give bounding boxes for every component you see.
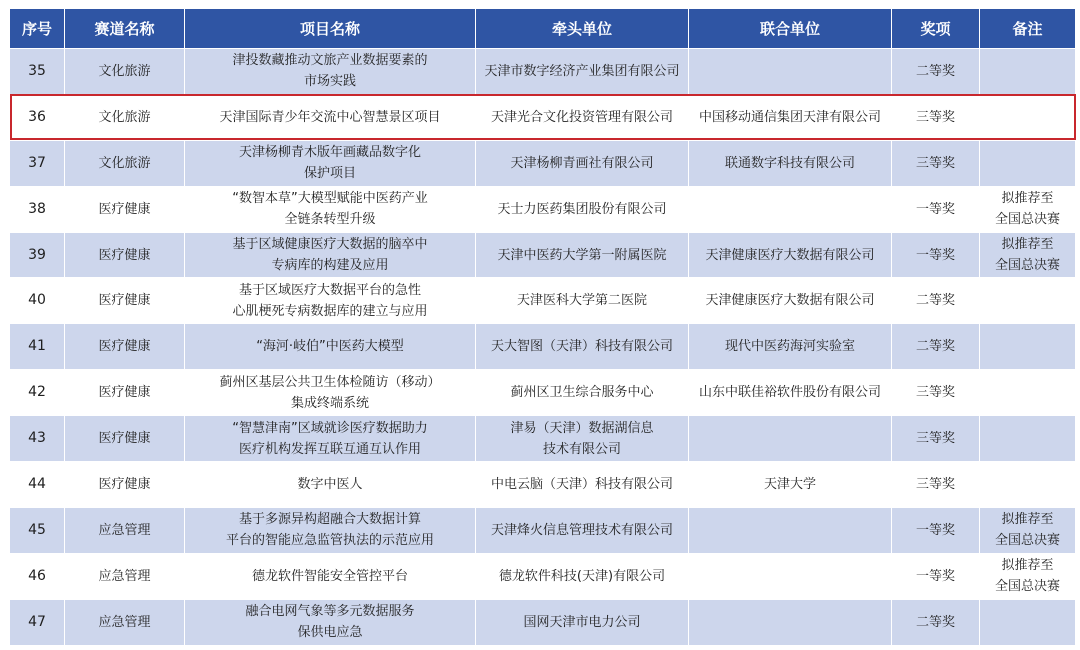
cell-lead — [476, 462, 689, 508]
cell-lead-line: 技术有限公司 — [542, 441, 621, 457]
cell-project-line: 心肌梗死专病数据库的建立与应用 — [232, 303, 428, 319]
cell-lead-line: 天津市数字经济产业集团有限公司 — [484, 63, 680, 79]
cell-note — [980, 94, 1076, 140]
cell-note — [980, 553, 1076, 599]
cell-seq: 43 — [10, 416, 65, 462]
table-row — [10, 324, 1076, 370]
cell-seq: 46 — [10, 553, 65, 599]
cell-project-line: “智慧津南”区域就诊医疗数据助力 — [232, 420, 428, 436]
cell-project — [185, 140, 476, 186]
cell-award: 二等奖 — [892, 49, 980, 95]
cell-award: 二等奖 — [892, 324, 980, 370]
table-row — [10, 49, 1076, 95]
cell-award: 一等奖 — [892, 507, 980, 553]
cell-partner — [689, 416, 892, 462]
table-row — [10, 94, 1076, 140]
cell-lead — [476, 599, 689, 645]
cell-award: 二等奖 — [892, 599, 980, 645]
cell-project-line: 数字中医人 — [297, 476, 363, 492]
cell-project-line: 津投数藏推动文旅产业数据要素的 — [232, 53, 428, 69]
cell-lead-line: 天津光合文化投资管理有限公司 — [490, 109, 673, 125]
cell-seq: 38 — [10, 186, 65, 232]
header-row — [10, 9, 1076, 49]
cell-note-line: 全国总决赛 — [994, 258, 1060, 273]
cell-partner-line: 联通数字科技有限公司 — [724, 155, 855, 171]
cell-lead-line: 天津烽火信息管理技术有限公司 — [490, 522, 673, 538]
cell-partner — [689, 370, 892, 416]
cell-award: 三等奖 — [892, 462, 980, 508]
cell-award: 一等奖 — [892, 186, 980, 232]
cell-note — [980, 49, 1076, 95]
cell-project — [185, 599, 476, 645]
cell-note — [980, 462, 1076, 508]
cell-project-line: 专病库的构建及应用 — [271, 258, 389, 273]
cell-project-line: 全链条转型升级 — [284, 212, 376, 228]
table-row — [10, 462, 1076, 508]
cell-note-line: 全国总决赛 — [994, 212, 1060, 228]
cell-track: 医疗健康 — [65, 462, 185, 508]
cell-project-line: 天津国际青少年交流中心智慧景区项目 — [219, 109, 441, 125]
cell-partner — [689, 49, 892, 95]
cell-lead-line: 天津医科大学第二医院 — [516, 293, 647, 309]
cell-project-line: 医疗机构发挥互联互通互认作用 — [238, 441, 421, 457]
cell-lead — [476, 140, 689, 186]
cell-note — [980, 186, 1076, 232]
cell-award: 三等奖 — [892, 416, 980, 462]
cell-lead-line: 天大智图（天津）科技有限公司 — [490, 339, 673, 355]
table-row — [10, 278, 1076, 324]
cell-seq: 37 — [10, 140, 65, 186]
cell-seq: 44 — [10, 462, 65, 508]
table-row — [10, 507, 1076, 553]
table-row — [10, 186, 1076, 232]
cell-partner — [689, 462, 892, 508]
cell-note — [980, 324, 1076, 370]
cell-partner-line: 山东中联佳裕软件股份有限公司 — [698, 385, 881, 401]
cell-project — [185, 462, 476, 508]
cell-project-line: 市场实践 — [303, 74, 356, 90]
cell-seq: 36 — [10, 94, 65, 140]
cell-project-line: “海河·岐伯”中医药大模型 — [256, 339, 404, 355]
cell-project-line: 德龙软件智能安全管控平台 — [251, 568, 408, 584]
cell-track: 医疗健康 — [65, 324, 185, 370]
cell-note — [980, 599, 1076, 645]
cell-track: 应急管理 — [65, 599, 185, 645]
cell-project — [185, 232, 476, 278]
cell-note-line: 拟推荐至 — [1001, 191, 1054, 207]
table-row — [10, 370, 1076, 416]
cell-partner-line: 天津大学 — [763, 476, 816, 492]
cell-seq: 35 — [10, 49, 65, 95]
header-lead: 牵头单位 — [476, 9, 689, 49]
cell-lead — [476, 94, 689, 140]
cell-seq: 47 — [10, 599, 65, 645]
cell-lead — [476, 370, 689, 416]
cell-track: 文化旅游 — [65, 94, 185, 140]
header-partner: 联合单位 — [689, 9, 892, 49]
cell-note — [980, 416, 1076, 462]
cell-project — [185, 553, 476, 599]
cell-partner — [689, 324, 892, 370]
cell-project-line: 基于区域医疗大数据平台的急性 — [238, 282, 421, 298]
cell-partner — [689, 94, 892, 140]
cell-track: 文化旅游 — [65, 140, 185, 186]
cell-project — [185, 94, 476, 140]
cell-lead-line: 蓟州区卫生综合服务中心 — [510, 385, 654, 401]
cell-lead-line: 中电云脑（天津）科技有限公司 — [490, 476, 673, 492]
cell-note-line: 拟推荐至 — [1001, 512, 1054, 528]
cell-project-line: 保供电应急 — [297, 625, 363, 641]
cell-lead-line: 津易（天津）数据湖信息 — [510, 420, 654, 436]
cell-partner — [689, 232, 892, 278]
cell-project-line: 天津杨柳青木版年画藏品数字化 — [238, 145, 421, 161]
cell-award: 三等奖 — [892, 140, 980, 186]
cell-lead-line: 天津杨柳青画社有限公司 — [510, 155, 654, 171]
cell-project — [185, 416, 476, 462]
table-row — [10, 232, 1076, 278]
header-project: 项目名称 — [185, 9, 476, 49]
cell-award: 一等奖 — [892, 553, 980, 599]
cell-partner — [689, 553, 892, 599]
cell-partner-line: 天津健康医疗大数据有限公司 — [705, 293, 875, 309]
cell-project — [185, 370, 476, 416]
cell-lead-line: 天士力医药集团股份有限公司 — [497, 201, 667, 217]
cell-track: 医疗健康 — [65, 416, 185, 462]
cell-project — [185, 324, 476, 370]
cell-note-line: 全国总决赛 — [994, 533, 1060, 549]
cell-project — [185, 507, 476, 553]
cell-note — [980, 370, 1076, 416]
cell-partner — [689, 140, 892, 186]
cell-project-line: “数智本草”大模型赋能中医药产业 — [232, 191, 428, 207]
cell-project-line: 集成终端系统 — [290, 395, 369, 411]
cell-award: 三等奖 — [892, 370, 980, 416]
cell-lead-line: 德龙软件科技(天津)有限公司 — [498, 568, 666, 584]
cell-award: 三等奖 — [892, 94, 980, 140]
cell-lead — [476, 416, 689, 462]
cell-track: 医疗健康 — [65, 278, 185, 324]
cell-project — [185, 278, 476, 324]
cell-note — [980, 140, 1076, 186]
cell-track: 医疗健康 — [65, 370, 185, 416]
cell-lead — [476, 553, 689, 599]
table-row — [10, 599, 1076, 645]
cell-project — [185, 49, 476, 95]
cell-partner-line: 天津健康医疗大数据有限公司 — [705, 247, 875, 263]
cell-seq: 39 — [10, 232, 65, 278]
cell-partner-line: 现代中医药海河实验室 — [724, 339, 855, 355]
cell-track: 医疗健康 — [65, 186, 185, 232]
cell-project-line: 蓟州区基层公共卫生体检随访（移动） — [219, 374, 441, 390]
cell-note — [980, 278, 1076, 324]
cell-lead — [476, 507, 689, 553]
cell-lead-line: 国网天津市电力公司 — [523, 614, 641, 630]
cell-track: 医疗健康 — [65, 232, 185, 278]
table-row — [10, 416, 1076, 462]
cell-project-line: 融合电网气象等多元数据服务 — [245, 604, 415, 620]
cell-seq: 45 — [10, 507, 65, 553]
table-body — [10, 49, 1076, 646]
cell-partner — [689, 186, 892, 232]
table-row — [10, 140, 1076, 186]
cell-lead — [476, 186, 689, 232]
cell-lead — [476, 324, 689, 370]
header-note: 备注 — [980, 9, 1076, 49]
cell-partner — [689, 278, 892, 324]
cell-note-line: 全国总决赛 — [994, 579, 1060, 595]
cell-track: 文化旅游 — [65, 49, 185, 95]
cell-partner-line: 中国移动通信集团天津有限公司 — [698, 109, 881, 125]
cell-track: 应急管理 — [65, 553, 185, 599]
award-table — [9, 8, 1076, 646]
header-award: 奖项 — [892, 9, 980, 49]
cell-seq: 41 — [10, 324, 65, 370]
cell-partner — [689, 507, 892, 553]
cell-project-line: 平台的智能应急监管执法的示范应用 — [225, 533, 434, 549]
cell-award: 一等奖 — [892, 232, 980, 278]
cell-note — [980, 232, 1076, 278]
cell-project-line: 保护项目 — [303, 166, 356, 182]
cell-note-line: 拟推荐至 — [1001, 558, 1054, 574]
cell-award: 二等奖 — [892, 278, 980, 324]
header-track: 赛道名称 — [65, 9, 185, 49]
cell-lead — [476, 278, 689, 324]
cell-lead — [476, 49, 689, 95]
cell-project-line: 基于区域健康医疗大数据的脑卒中 — [232, 237, 428, 252]
cell-seq: 40 — [10, 278, 65, 324]
cell-note — [980, 507, 1076, 553]
cell-project — [185, 186, 476, 232]
cell-note-line: 拟推荐至 — [1001, 237, 1054, 252]
cell-partner — [689, 599, 892, 645]
cell-lead-line: 天津中医药大学第一附属医院 — [497, 247, 667, 263]
header-seq: 序号 — [10, 9, 65, 49]
cell-track: 应急管理 — [65, 507, 185, 553]
cell-lead — [476, 232, 689, 278]
table-row — [10, 553, 1076, 599]
cell-project-line: 基于多源异构超融合大数据计算 — [238, 512, 421, 528]
cell-seq: 42 — [10, 370, 65, 416]
